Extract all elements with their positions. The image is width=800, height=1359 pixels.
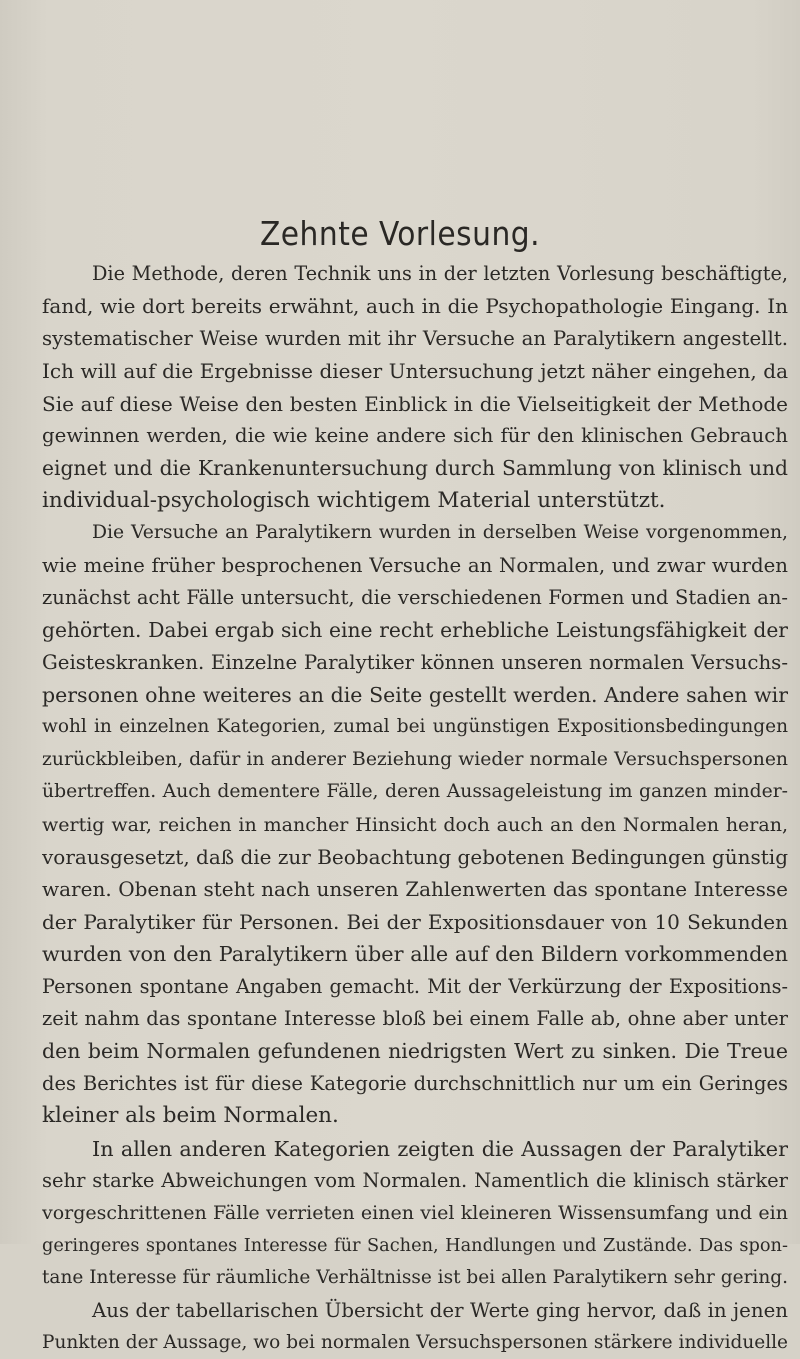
- text-line: In allen anderen Kategorien zeigten die Aussagen der Paralytiker: [92, 1136, 788, 1161]
- text-line: wurden von den Paralytikern über alle auf den Bildern vorkommenden: [42, 942, 788, 967]
- text-line: übertreffen. Auch dementere Fälle, deren Aussageleistung im ganzen minder-: [42, 781, 788, 803]
- text-line: Geisteskranken. Einzelne Paralytiker können unseren normalen Versuchs-: [42, 650, 788, 674]
- text-line: vorgeschrittenen Fälle verrieten einen viel kleineren Wissensumfang und ein: [42, 1202, 788, 1225]
- text-line: der Paralytiker für Personen. Bei der Expositionsdauer von 10 Sekunden: [42, 909, 788, 934]
- text-line: den beim Normalen gefundenen niedrigsten Wert zu sinken. Die Treue: [42, 1039, 788, 1064]
- text-line: personen ohne weiteres an die Seite gestellt werden. Andere sahen wir: [42, 683, 788, 708]
- text-line: sehr starke Abweichungen vom Normalen. Namentlich die klinisch stärker: [42, 1168, 788, 1192]
- body-text: [42, 258, 788, 1359]
- text-line: Punkten der Aussage, wo bei normalen Versuchspersonen stärkere individuelle: [42, 1331, 788, 1353]
- text-line: Die Methode, deren Technik uns in der letzten Vorlesung beschäftigte,: [92, 262, 788, 285]
- text-line: Ich will auf die Ergebnisse dieser Untersuchung jetzt näher eingehen, da: [42, 359, 788, 384]
- text-line: individual-psychologisch wichtigem Material unterstützt.: [42, 487, 666, 513]
- text-line: Die Versuche an Paralytikern wurden in derselben Weise vorgenommen,: [92, 522, 788, 544]
- text-line: des Berichtes ist für diese Kategorie durchschnittlich nur um ein Geringes: [42, 1071, 788, 1095]
- text-line: zurückbleiben, dafür in anderer Beziehung wieder normale Versuchspersonen: [42, 748, 788, 770]
- text-line: kleiner als beim Normalen.: [42, 1103, 339, 1129]
- text-line: zeit nahm das spontane Interesse bloß bei einem Falle ab, ohne aber unter: [42, 1006, 788, 1030]
- text-line: systematischer Weise wurden mit ihr Versuche an Paralytikern angestellt.: [42, 326, 788, 350]
- text-line: waren. Obenan steht nach unseren Zahlenwerten das spontane Interesse: [42, 877, 788, 902]
- text-line: wie meine früher besprochenen Versuche an Normalen, und zwar wurden: [42, 553, 788, 577]
- text-line: gewinnen werden, die wie keine andere sich für den klinischen Gebrauch: [42, 423, 788, 447]
- text-line: wohl in einzelnen Kategorien, zumal bei ungünstigen Expositionsbedingungen: [42, 716, 788, 738]
- text-line: gehörten. Dabei ergab sich eine recht erhebliche Leistungsfähigkeit der: [42, 618, 788, 643]
- text-line: wertig war, reichen in mancher Hinsicht doch auch an den Normalen heran,: [42, 813, 788, 836]
- text-line: Personen spontane Angaben gemacht. Mit der Verkürzung der Expositions-: [42, 974, 788, 998]
- text-line: Aus der tabellarischen Übersicht der Werte ging hervor, daß in jenen: [92, 1298, 788, 1322]
- text-line: vorausgesetzt, daß die zur Beobachtung gebotenen Bedingungen günstig: [42, 845, 788, 870]
- text-line: eignet und die Krankenuntersuchung durch Sammlung von klinisch und: [42, 456, 788, 481]
- text-line: fand, wie dort bereits erwähnt, auch in die Psychopathologie Eingang. In: [42, 294, 788, 319]
- text-line: tane Interesse für räumliche Verhältnisse ist bei allen Paralytikern sehr gering.: [42, 1267, 788, 1289]
- chapter-heading: Zehnte Vorlesung.: [259, 214, 541, 253]
- text-line: geringeres spontanes Interesse für Sachen, Handlungen und Zustände. Das spon-: [42, 1235, 788, 1256]
- text-line: zunächst acht Fälle untersucht, die verschiedenen Formen und Stadien an-: [42, 585, 788, 609]
- text-line: Sie auf diese Weise den besten Einblick in die Vielseitigkeit der Methode: [42, 391, 788, 416]
